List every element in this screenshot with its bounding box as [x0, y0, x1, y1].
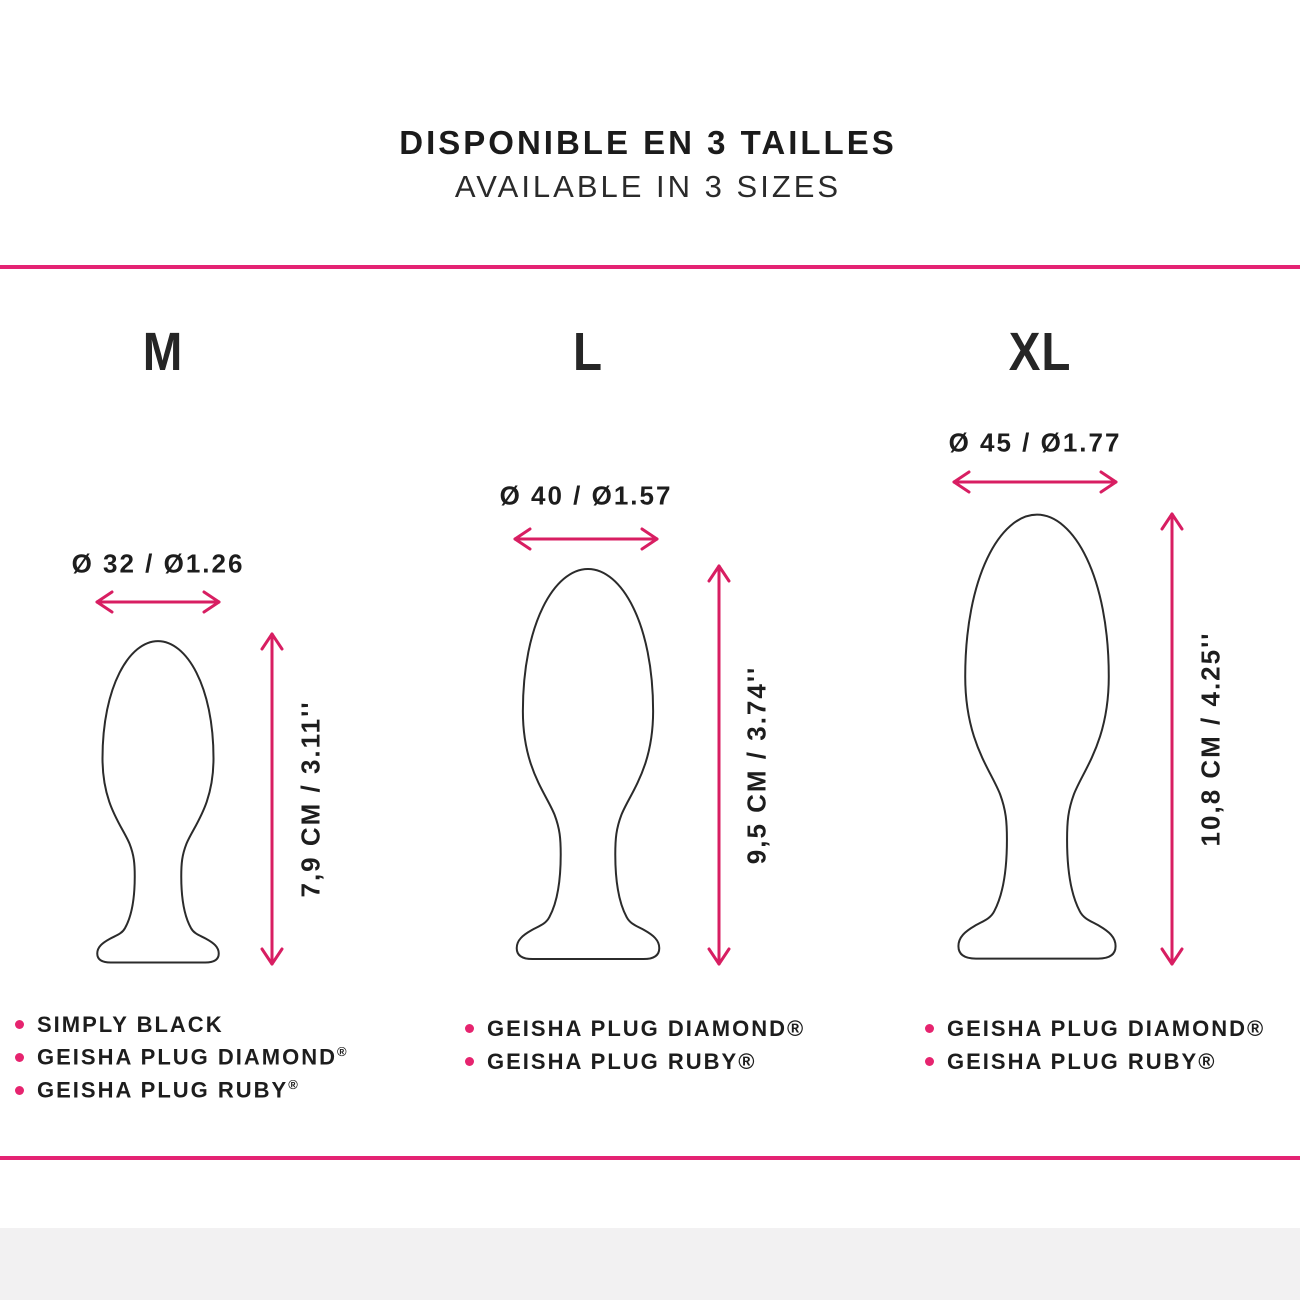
l-height-label: 9,5 CM / 3.74'' [741, 665, 772, 865]
list-item [15, 1074, 349, 1107]
top-divider-rule [0, 265, 1300, 269]
list-item [15, 1041, 349, 1074]
bullet-icon [925, 1024, 934, 1033]
m-diameter-label: Ø 32 / Ø1.26 [71, 548, 245, 579]
list-item [925, 1012, 1265, 1045]
list-item [465, 1045, 805, 1078]
xl-plug-outline [940, 509, 1134, 962]
xl-diameter-label: Ø 45 / Ø1.77 [948, 427, 1122, 458]
bottom-divider-rule [0, 1156, 1300, 1160]
l-plug-outline [500, 564, 676, 962]
page-subtitle: AVAILABLE IN 3 SIZES [454, 169, 842, 204]
product-name: GEISHA PLUG RUBY® [947, 1048, 1217, 1074]
xl-height-arrow-icon [1158, 510, 1186, 968]
registered-mark: ® [1198, 1048, 1217, 1074]
l-product-list [465, 1012, 805, 1078]
bullet-icon [15, 1053, 24, 1062]
m-diameter-arrow-icon [93, 588, 223, 616]
m-height-arrow-icon [258, 630, 286, 968]
xl-product-list [925, 1012, 1265, 1078]
registered-mark: ® [288, 1077, 300, 1093]
registered-mark: ® [336, 1044, 349, 1060]
registered-mark: ® [738, 1048, 757, 1074]
registered-mark: ® [786, 1015, 806, 1041]
product-name: GEISHA PLUG DIAMOND® [487, 1015, 806, 1041]
l-diameter-arrow-icon [511, 525, 661, 553]
bullet-icon [465, 1057, 474, 1066]
bullet-icon [15, 1020, 24, 1029]
m-plug-outline [83, 637, 233, 965]
product-name: GEISHA PLUG DIAMOND® [947, 1015, 1266, 1041]
l-height-arrow-icon [705, 562, 733, 968]
xl-diameter-arrow-icon [950, 468, 1120, 496]
size-label-m: M [142, 322, 184, 382]
footer-gray-band [0, 1228, 1300, 1300]
bullet-icon [465, 1024, 474, 1033]
list-item [15, 1008, 349, 1041]
size-label-xl: XL [1008, 322, 1072, 382]
xl-height-label: 10,8 CM / 4.25'' [1195, 631, 1226, 847]
bullet-icon [15, 1086, 24, 1095]
list-item [925, 1045, 1265, 1078]
list-item [465, 1012, 805, 1045]
product-name: GEISHA PLUG DIAMOND® [37, 1044, 349, 1070]
product-name: SIMPLY BLACK [37, 1011, 224, 1037]
size-label-l: L [573, 322, 603, 382]
l-diameter-label: Ø 40 / Ø1.57 [499, 480, 673, 511]
bullet-icon [925, 1057, 934, 1066]
product-name: GEISHA PLUG RUBY® [37, 1077, 300, 1103]
registered-mark: ® [1246, 1015, 1266, 1041]
product-name: GEISHA PLUG RUBY® [487, 1048, 757, 1074]
m-product-list [15, 1008, 349, 1107]
page-title: DISPONIBLE EN 3 TAILLES [399, 124, 897, 161]
m-height-label: 7,9 CM / 3.11'' [295, 700, 326, 898]
